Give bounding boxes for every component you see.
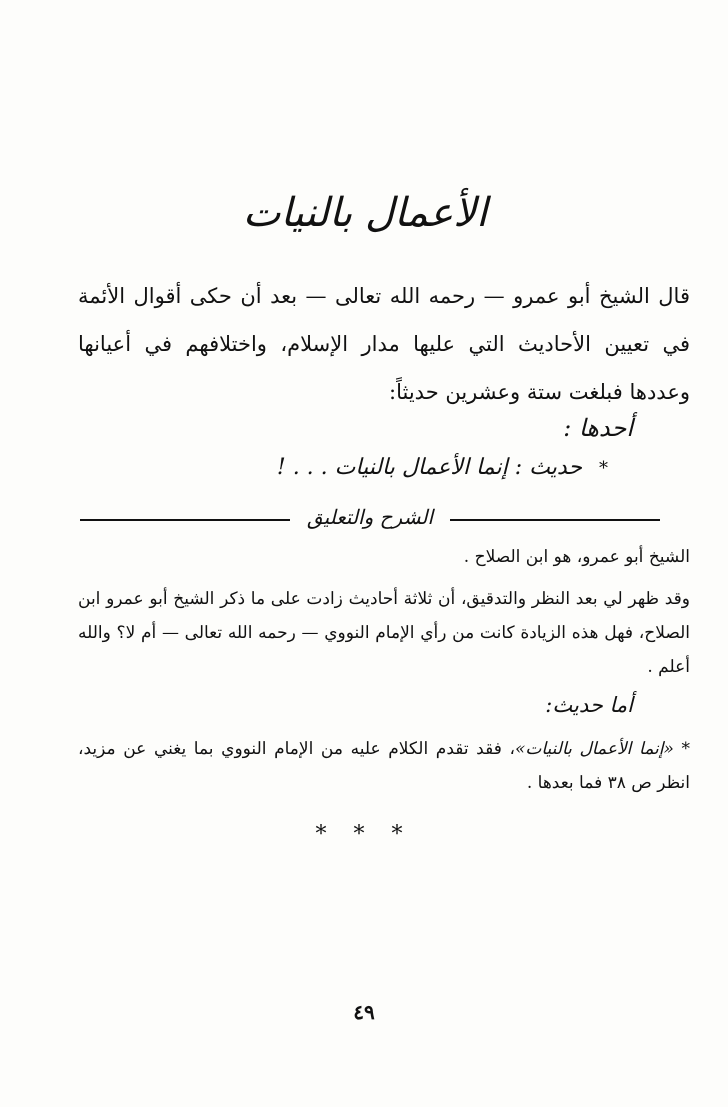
commentary-paragraph-2: وقد ظهر لي بعد النظر والتدقيق، أن ثلاثة أحاديث زادت على ما ذكر الشيخ أبو عمرو ابن الصلاح، فهل هذه الزيادة كانت من رأي الإمام النووي — رحمه الله تعالى — أم لا؟ والله أعلم .: [78, 589, 690, 677]
page-number: ٤٩: [353, 1000, 375, 1024]
divider-right: [450, 519, 660, 521]
end-stars: * * *: [315, 822, 413, 847]
commentary-paragraph-3: [78, 732, 690, 800]
commentary-line-1: الشيخ أبو عمرو، هو ابن الصلاح .: [463, 547, 690, 567]
intro-paragraph: قال الشيخ أبو عمرو — رحمه الله تعالى — بعد أن حكى أقوال الأئمة في تعيين الأحاديث التي عليها مدار الإسلام، واختلافهم في أعيانها وعددها فبلغت ستة وعشرين حديثاً:: [78, 284, 690, 404]
hadith-text: إنما الأعمال بالنيات . . . !: [276, 455, 508, 480]
commentary-section-label: الشرح والتعليق: [306, 505, 434, 529]
hadith-quote: «إنما الأعمال بالنيات»: [514, 739, 674, 759]
hadith-label: حديث :: [514, 455, 582, 480]
divider-left: [80, 519, 290, 521]
commentary-text: ، فقد تقدم الكلام عليه من الإمام النووي بما يغني عن مزيد، انظر ص ٣٨ فما بعدها .: [78, 739, 690, 793]
chapter-title: الأعمال بالنيات: [242, 190, 488, 236]
commentary-heading: أما حديث:: [545, 693, 633, 717]
bullet-star: *: [599, 458, 608, 479]
bullet-star: *: [681, 739, 691, 759]
first-heading: أحدها :: [563, 414, 633, 442]
first-hadith: [277, 448, 608, 489]
